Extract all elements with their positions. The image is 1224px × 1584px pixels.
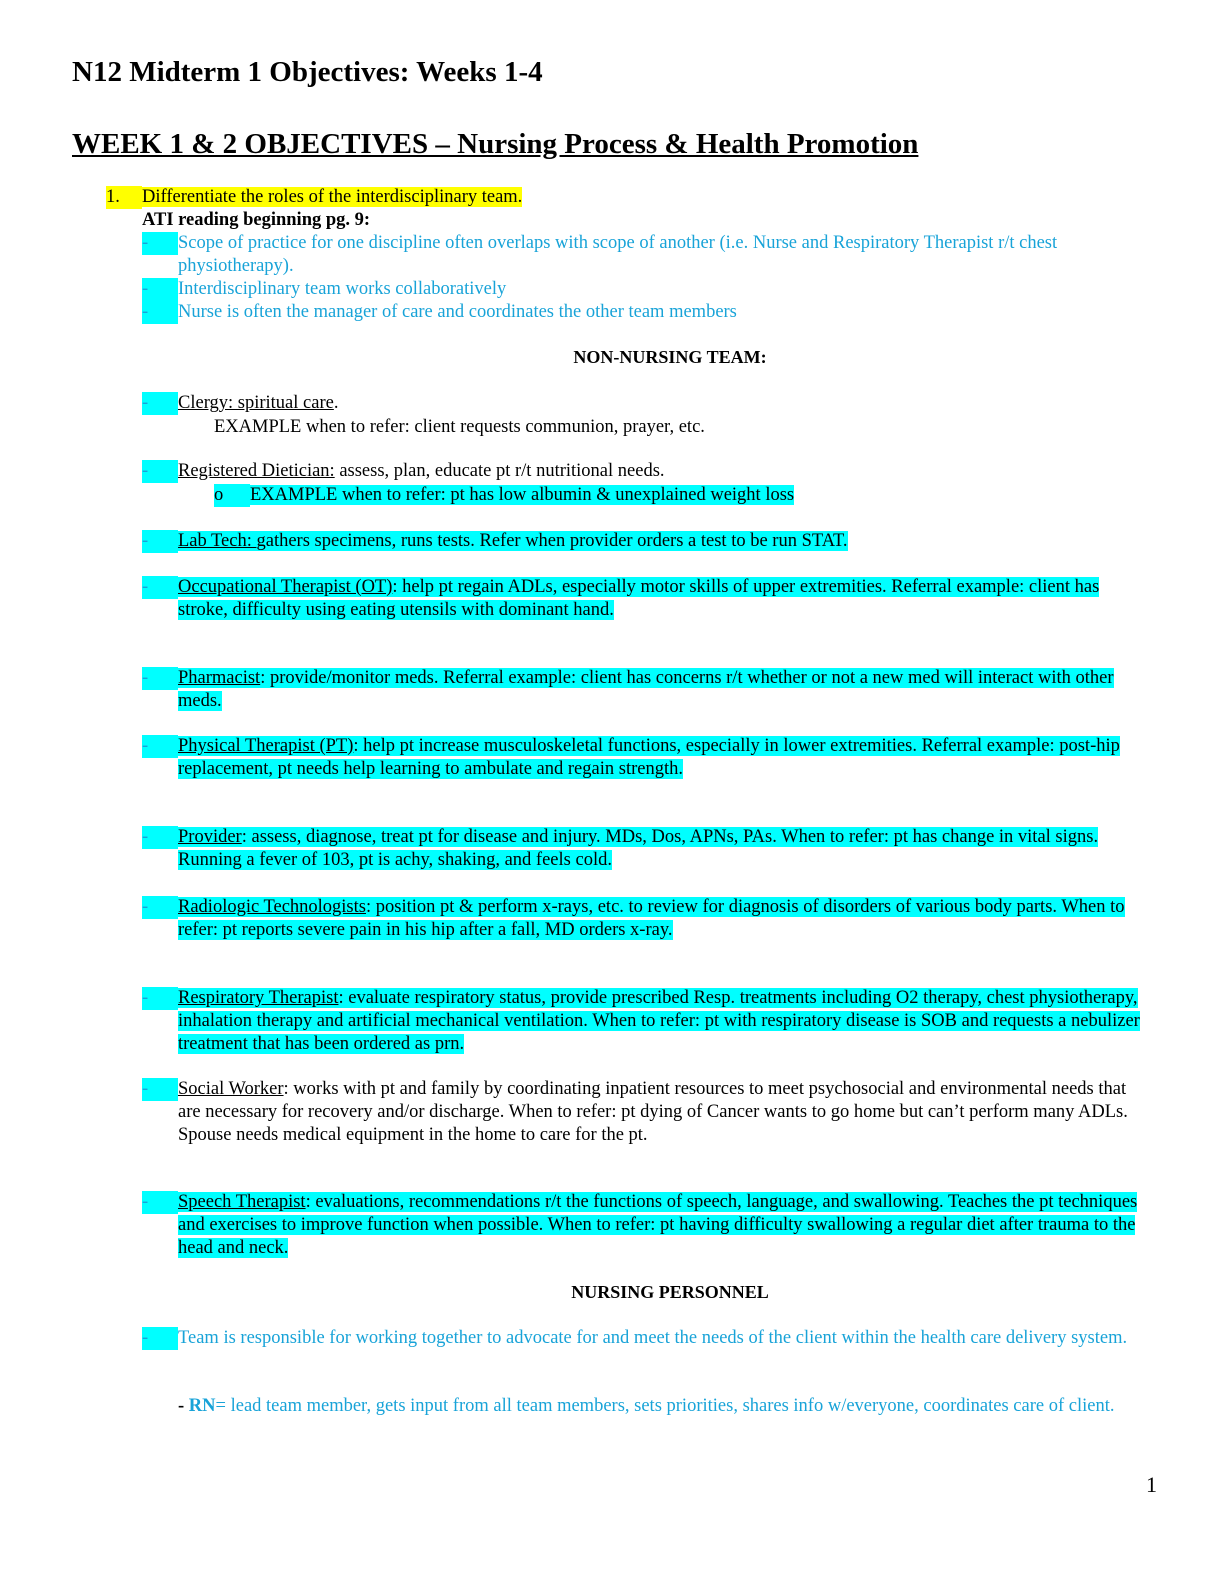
role-desc: : evaluations, recommendations r/t the functions of speech, language, and swallowing. Teaches the pt techniques and exercises to improve function when possible. When to refer: pt having difficulty swallowing a regular diet after trauma to the head and neck. — [178, 1192, 1138, 1258]
role-name: Speech Therapist — [178, 1192, 306, 1212]
bullet-dash: - — [142, 826, 178, 849]
bullet-dash: - — [142, 735, 178, 758]
role-respiratory-therapist — [178, 987, 1153, 1056]
role-speech-therapist — [178, 1191, 1153, 1260]
bullet-dash: - — [142, 232, 178, 255]
role-desc: : works with pt and family by coordinating inpatient resources to meet psychosocial and environmental needs that are necessary for recovery and/or discharge. When to refer: pt dying of Cancer wants to go home but can’t perform many ADLs. Spouse needs medical equipment in the home to care for the pt. — [178, 1079, 1128, 1145]
intro-bullet-1: Scope of practice for one discipline often overlaps with scope of another (i.e. Nurse and Respiratory Therapist r/t chest physiotherapy). — [178, 233, 1058, 276]
bullet-dash: - — [142, 667, 178, 690]
role-dietician — [178, 460, 1153, 483]
role-desc: : assess, diagnose, treat pt for disease and injury. MDs, Dos, APNs, PAs. When to refer: pt has change in vital signs. Running a fever of 103, pt is achy, shaking, and feels cold. — [178, 827, 1099, 870]
bullet-dash: - — [142, 301, 178, 324]
bullet-dash: - — [142, 896, 178, 919]
role-desc: gathers specimens, runs tests. Refer when provider orders a test to be run STAT. — [256, 531, 848, 551]
role-desc: : help pt regain ADLs, especially motor skills of upper extremities. Referral example: client has stroke, difficulty using eating utensils with dominant hand. — [178, 577, 1100, 620]
bullet-dash: - — [142, 1078, 178, 1101]
role-name: Clergy: spiritual care — [178, 393, 334, 413]
intro-bullet-2: Interdisciplinary team works collaboratively — [178, 279, 507, 299]
bullet-dash: - — [142, 1327, 178, 1350]
nursing-personnel-heading: NURSING PERSONNEL — [571, 1282, 769, 1302]
dietician-example-text: EXAMPLE when to refer: pt has low albumin & unexplained weight loss — [250, 485, 795, 505]
week-heading: WEEK 1 & 2 OBJECTIVES – Nursing Process & Health Promotion — [72, 128, 919, 160]
page-number: 1 — [1146, 1472, 1157, 1497]
non-nursing-heading: NON-NURSING TEAM: — [573, 347, 767, 367]
rn-prefix: - — [178, 1396, 189, 1416]
role-provider — [178, 826, 1153, 872]
role-clergy — [178, 392, 1153, 415]
role-physical-therapist — [178, 735, 1153, 781]
rn-label: RN — [188, 1396, 216, 1416]
bullet-dash: - — [142, 1191, 178, 1214]
role-lab-tech — [178, 530, 1153, 553]
nursing-team-bullet: Team is responsible for working together to advocate for and meet the needs of the client within the health care delivery system. — [178, 1328, 1128, 1348]
role-desc: : help pt increase musculoskeletal functions, especially in lower extremities. Referral example: post-hip replacement, pt needs help learning to ambulate and regain strength. — [178, 736, 1120, 779]
document-title: N12 Midterm 1 Objectives: Weeks 1-4 — [72, 56, 543, 88]
role-pharmacist — [178, 667, 1153, 713]
bullet-dash: - — [142, 392, 178, 415]
role-name: Registered Dietician: — [178, 461, 335, 481]
dietician-example — [214, 484, 794, 507]
intro-bullet-3: Nurse is often the manager of care and coordinates the other team members — [178, 302, 737, 322]
rn-text: = lead team member, gets input from all team members, sets priorities, shares info w/everyone, coordinates care of client. — [215, 1396, 1115, 1416]
role-name: Occupational Therapist (OT) — [178, 577, 393, 597]
ati-reading: ATI reading beginning pg. 9: — [142, 210, 371, 230]
role-name: Respiratory Therapist — [178, 988, 339, 1008]
bullet-dash: - — [142, 460, 178, 483]
role-name: Physical Therapist (PT) — [178, 736, 354, 756]
role-name: Social Worker — [178, 1079, 284, 1099]
role-occupational-therapist — [178, 576, 1153, 622]
bullet-dash: - — [142, 987, 178, 1010]
role-radiologic-technologists — [178, 896, 1153, 942]
clergy-example: EXAMPLE when to refer: client requests communion, prayer, etc. — [214, 417, 705, 437]
role-social-worker — [178, 1078, 1153, 1147]
bullet-dash: - — [142, 576, 178, 599]
bullet-dash: - — [142, 278, 178, 301]
role-name: Provider — [178, 827, 242, 847]
sub-bullet-marker: o — [214, 484, 250, 507]
role-name: Pharmacist — [178, 668, 261, 688]
role-name: Lab Tech: — [178, 531, 257, 551]
objective-item — [106, 186, 522, 209]
role-desc: . — [333, 393, 339, 413]
objective-text: Differentiate the roles of the interdisciplinary team. — [142, 187, 523, 207]
objective-number: 1. — [106, 186, 142, 209]
role-desc: : provide/monitor meds. Referral example: client has concerns r/t whether or not a new med will interact with other meds. — [178, 668, 1114, 711]
role-name: Radiologic Technologists — [178, 897, 366, 917]
rn-line — [178, 1395, 1153, 1418]
bullet-dash: - — [142, 530, 178, 553]
role-desc: : position pt & perform x-rays, etc. to review for diagnosis of disorders of various body parts. When to refer: pt reports severe pain in his hip after a fall, MD orders x-ray. — [178, 897, 1125, 940]
role-desc: : evaluate respiratory status, provide prescribed Resp. treatments including O2 therapy, chest physiotherapy, inhalation therapy and artificial mechanical ventilation. When to refer: pt with respiratory disease is SOB and requests a nebulizer treatment that has been ordered as prn. — [178, 988, 1140, 1054]
role-desc: assess, plan, educate pt r/t nutritional needs. — [334, 461, 665, 481]
